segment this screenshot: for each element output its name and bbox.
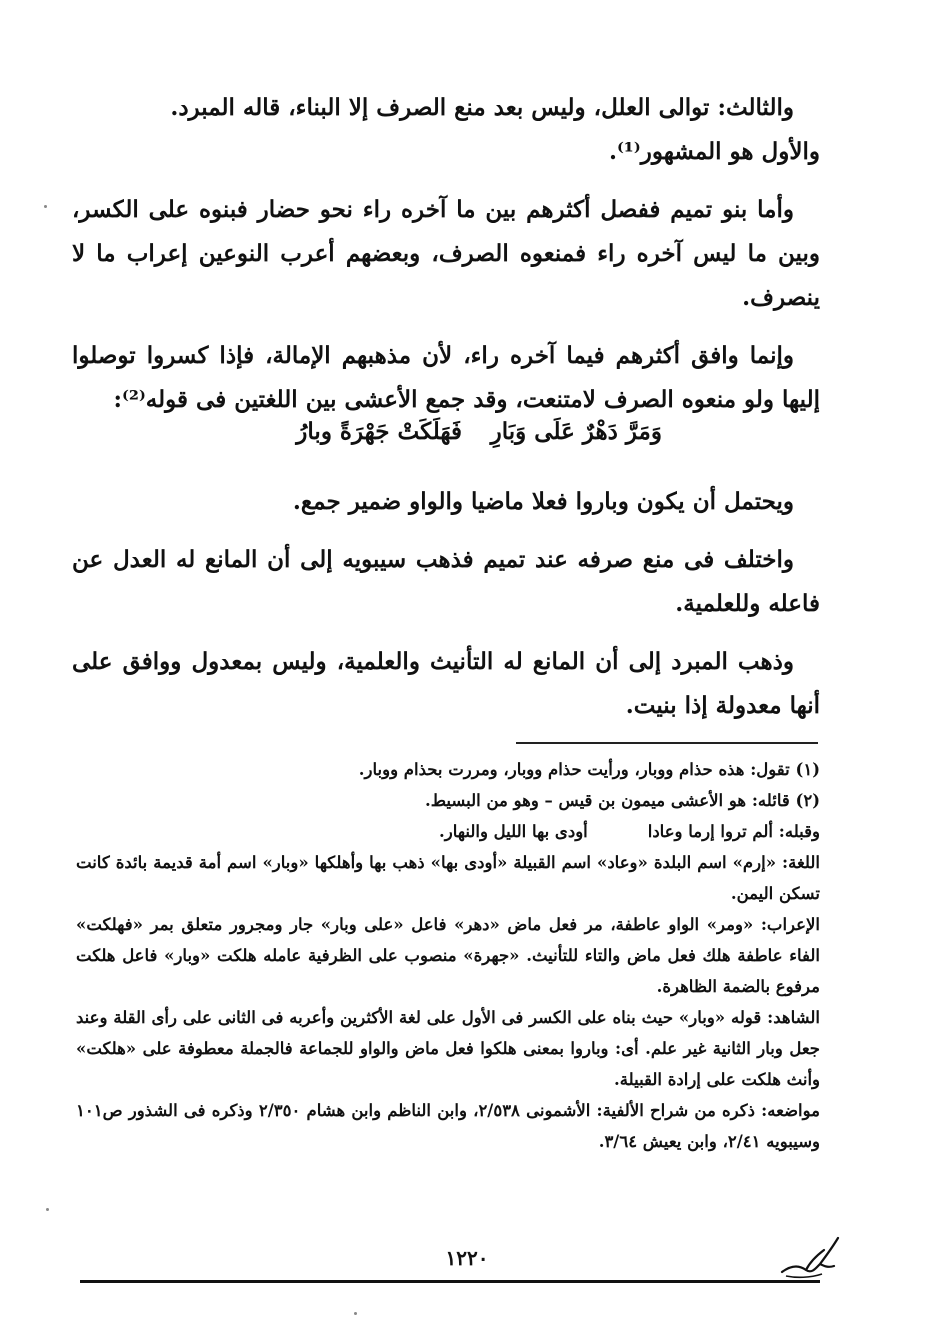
footnote-1: (١) تقول: هذه حذام ووبار، ورأيت حذام ووبار، ومررت بحذام ووبار. (358, 760, 820, 779)
page-bottom-rule (80, 1280, 820, 1283)
poetry-verse (0, 418, 934, 462)
preceding-verse-first: وقبله: ألم تروا إرما وعادا (647, 822, 820, 841)
footnote-separator (516, 742, 818, 744)
paragraph-5-text: واختلف فى منع صرفه عند تميم فذهب سيبويه إلى أن المانع له العدل عن فاعله وللعلمية. (72, 546, 820, 617)
paragraph-3 (72, 334, 820, 422)
footnote-2: (٢) قائله: هو الأعشى ميمون بن قيس – وهو من البسيط. (425, 791, 820, 810)
page-number: ١٢٢٠ (445, 1246, 489, 1270)
preceding-verse-second: أودى بها الليل والنهار. (439, 822, 588, 841)
paragraph-6-text: وذهب المبرد إلى أن المانع له التأنيث والعلمية، وليس بمعدول ووافق على أنها معدولة إذا بنيت. (72, 648, 820, 719)
signature-mark-icon (776, 1226, 846, 1282)
paragraph-2 (72, 188, 820, 320)
paragraph-4 (72, 480, 820, 524)
paragraph-2-text: وأما بنو تميم ففصل أكثرهم بين ما آخره راء نحو حضار فبنوه على الكسر، وبين ما ليس آخره راء فمنعوه الصرف، وبعضهم أعرب النوعين إعراب ما لا ينصرف. (72, 196, 820, 311)
footnote-mawadi: مواضعه: ذكره من شراح الألفية: الأشمونى ٢/٥٣٨، وابن الناظم وابن هشام ٢/٣٥٠ وذكره فى الشذور ص١٠١ وسيبويه ٢/٤١، وابن يعيش ٣/٦٤. (76, 1101, 820, 1151)
footnote-lugha: اللغة: «إرم» اسم البلدة «وعاد» اسم القبيلة «أودى بها» ذهب بها وأهلكها «وبار» اسم أمة قديمة بائدة كانت تسكن اليمن. (76, 853, 820, 903)
paragraph-5 (72, 538, 820, 626)
footnote-irab: الإعراب: «ومر» الواو عاطفة، مر فعل ماض «دهر» فاعل «على وبار» جار ومجرور متعلق بمر «فهلكت» الفاء عاطفة هلك فعل ماض والتاء للتأنيث. «جهرة» منصوب على الظرفية عامله هلكت «وبار» فاعل هلكت مرفوع بالضمة الظاهرة. (76, 915, 820, 996)
footnote-preceding-verse (76, 816, 820, 847)
paragraph-6 (72, 640, 820, 728)
paragraph-3-text: وإنما وافق أكثرهم فيما آخره راء، لأن مذهبهم الإمالة، فإذا كسروا توصلوا إليها ولو منعوه الصرف لامتنعت، وقد جمع الأعشى بين اللغتين فى قوله⁽²⁾: (72, 342, 820, 413)
scan-speck (354, 1312, 357, 1315)
paragraph-1-line-2: والأول هو المشهور⁽¹⁾. (608, 138, 820, 165)
verse-first-hemistich: وَمَرَّ دَهْرٌ عَلَى وَبَارِ (490, 418, 662, 445)
main-text (72, 86, 820, 742)
verse-second-hemistich: فَهَلَكَتْ جَهْرَةً وبارُ (296, 418, 462, 445)
paragraph-1-line-1: والثالث: توالى العلل، وليس بعد منع الصرف إلا البناء، قاله المبرد. (170, 94, 794, 121)
paragraph-4-text: ويحتمل أن يكون وباروا فعلا ماضيا والواو ضمير جمع. (292, 488, 794, 515)
scan-speck (44, 205, 47, 208)
paragraph-1 (72, 86, 820, 174)
scan-speck (46, 1208, 49, 1211)
footnote-shahid: الشاهد: قوله «وبار» حيث بناه على الكسر فى الأول على لغة الأكثرين وأعربه فى الثانى على رأى القلة وعند جعل وبار الثانية غير علم. أى: وباروا بمعنى هلكوا فعل ماض والواو للجماعة فالجملة معطوفة على «هلكت» وأنث هلكت على إرادة القبيلة. (76, 1008, 820, 1089)
footnotes (76, 754, 820, 1157)
